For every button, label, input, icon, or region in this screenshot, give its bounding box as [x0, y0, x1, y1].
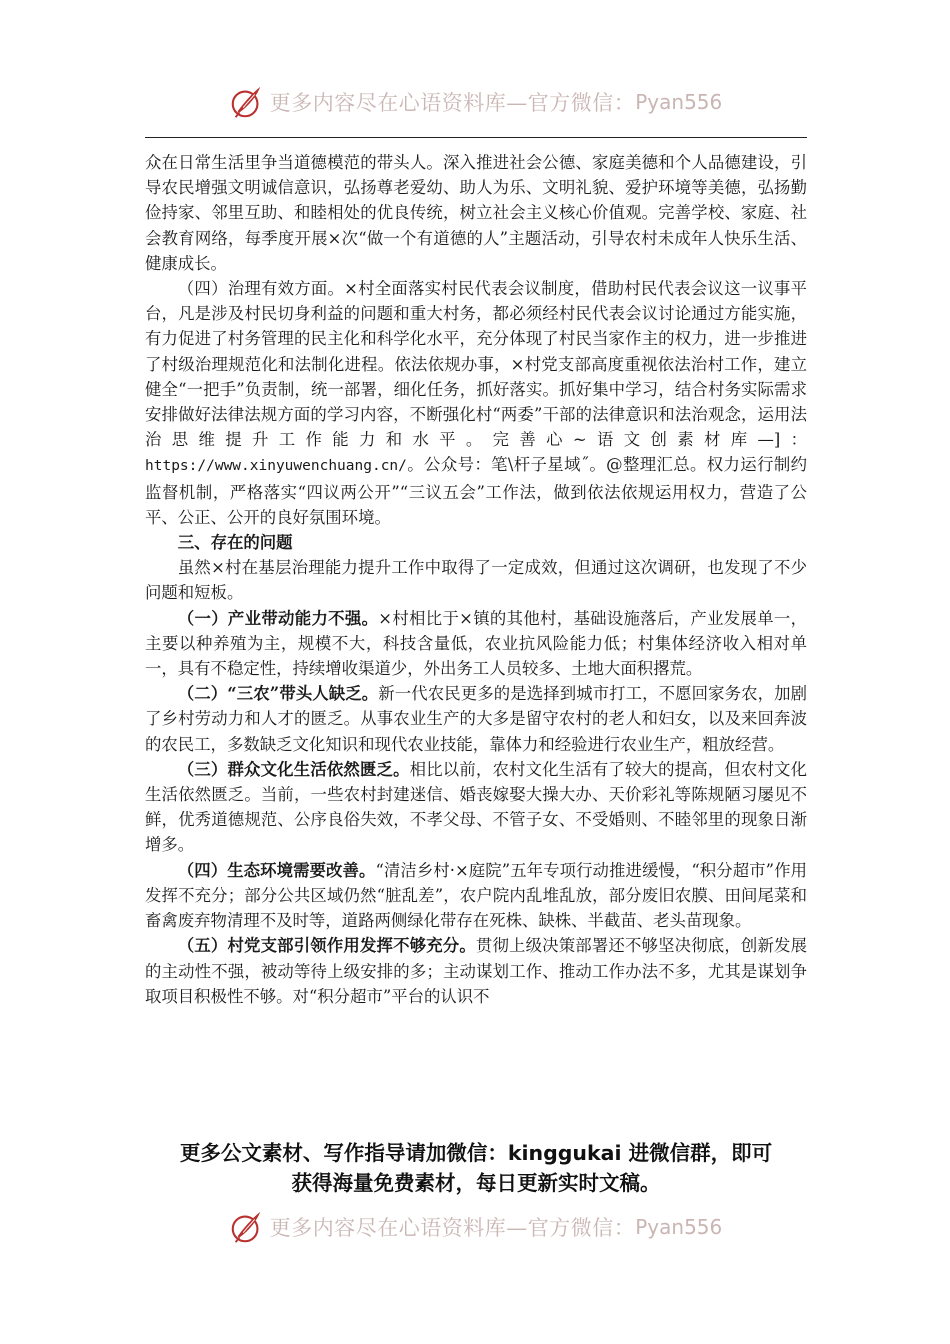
paragraph-governance-text-b: 。公众号：笔\杆子星域˝。@整理汇总。权力运行制约监督机制，严格落实“四议两公开”“三议五会”工作法，做到依法依规运用权力，营造了公平、公正、公开的良好氛围环境。	[145, 455, 807, 527]
paragraph-problem-1	[145, 606, 807, 682]
header-banner	[0, 82, 950, 122]
problem-1-body: ×村相比于×镇的其他村，基础设施落后，产业发展单一，主要以种养殖为主，规模不大，科技含量低，农业抗风险能力低；村集体经济收入相对单一，具有不稳定性，持续增收渠道少，外出务工人员较多、土地大面积撂荒。	[145, 608, 808, 679]
paragraph-problem-5	[145, 933, 807, 1009]
footer-banner-wechat-id: Pyan556	[635, 1215, 723, 1239]
promo-line-1: 更多公文素材、写作指导请加微信：kinggukai 进微信群，即可	[179, 1141, 773, 1165]
header-rule	[145, 137, 807, 138]
problem-5-body: 贯彻上级决策部署还不够坚决彻底，创新发展的主动性不强，被动等待上级安排的多；主动谋划工作、推动工作办法不多，尤其是谋划争取项目积极性不够。对“积分超市”平台的认识不	[145, 936, 807, 1006]
paragraph-governance-text-a: （四）治理有效方面。×村全面落实村民代表会议制度，借助村民代表会议这一议事平台，凡是涉及村民切身利益的问题和重大村务，都必须经村民代表会议讨论通过方能实施，有力促进了村务管理的民主化和科学化水平，充分体现了村民当家作主的权力，进一步推进了村级治理规范化和法制化进程。依法依规办事，×村党支部高度重视依法治村工作，建立健全“一把手”负责制，统一部署，细化任务，抓好落实。抓好集中学习，结合村务实际需求安排做好法律法规方面的学习内容，不断强化村“两委”干部的法律意识和法治观念，运用法治思维提升工作能力和水平。完善心~语文创素材库—]：	[145, 279, 807, 450]
paragraph-governance	[145, 276, 807, 530]
problem-2-heading: （二）“三农”带头人缺乏。	[177, 684, 379, 704]
header-banner-text: 更多内容尽在心语资料库—官方微信：	[269, 91, 636, 115]
source-url: https://www.xinyuwenchuang.cn/	[145, 458, 407, 475]
quill-pen-logo-icon	[228, 1208, 266, 1246]
problem-5-heading: （五）村党支部引领作用发挥不够充分。	[177, 936, 476, 956]
problem-1-heading: （一）产业带动能力不强。	[177, 608, 379, 628]
problem-2-body: 新一代农民更多的是选择到城市打工，不愿回家务农，加剧了乡村劳动力和人才的匮乏。从事农业生产的大多是留守农村的老人和妇女，以及来回奔波的农民工，多数缺乏文化知识和现代农业技能，靠体力和经验进行农业生产，粗放经营。	[145, 684, 807, 754]
paragraph-problem-4	[145, 858, 807, 934]
header-banner-wechat-id: Pyan556	[635, 90, 723, 114]
quill-pen-logo-icon	[228, 83, 266, 121]
footer-banner	[0, 1207, 950, 1247]
paragraph-problems-intro: 虽然×村在基层治理能力提升工作中取得了一定成效，但通过这次调研，也发现了不少问题和短板。	[145, 558, 807, 603]
paragraph-1: 众在日常生活里争当道德模范的带头人。深入推进社会公德、家庭美德和个人品德建设，引导农民增强文明诚信意识，弘扬尊老爱幼、助人为乐、文明礼貌、爱护环境等美德，弘扬勤俭持家、邻里互助、和睦相处的优良传统，树立社会主义核心价值观。完善学校、家庭、社会教育网络，每季度开展×次“做一个有道德的人”主题活动，引导农村未成年人快乐生活、健康成长。	[145, 153, 807, 273]
problem-3-heading: （三）群众文化生活依然匮乏。	[177, 759, 410, 779]
promo-line-2: 获得海量免费素材，每日更新实时文稿。	[291, 1171, 661, 1195]
problem-3-body: 相比以前，农村文化生活有了较大的提高，但农村文化生活依然匮乏。当前，一些农村封建迷信、婚丧嫁娶大操大办、天价彩礼等陈规陋习屡见不鲜，优秀道德规范、公序良俗失效，不孝父母、不管子女、不受婚则、不睦邻里的现象日渐增多。	[145, 759, 807, 855]
paragraph-problem-2	[145, 681, 807, 757]
problem-4-body: “清洁乡村·×庭院”五年专项行动推进缓慢，“积分超市”作用发挥不充分；部分公共区域仍然“脏乱差”，农户院内乱堆乱放，部分废旧农膜、田间尾菜和畜禽废弃物清理不及时等，道路两侧绿化带存在死株、缺株、半截苗、老头苗现象。	[145, 860, 808, 931]
section-heading-problems: 三、存在的问题	[177, 533, 293, 553]
promo-notice	[145, 1138, 807, 1198]
document-body	[145, 150, 807, 1009]
paragraph-problem-3	[145, 757, 807, 858]
footer-banner-text: 更多内容尽在心语资料库—官方微信：	[269, 1216, 636, 1240]
problem-4-heading: （四）生态环境需要改善。	[177, 860, 376, 880]
